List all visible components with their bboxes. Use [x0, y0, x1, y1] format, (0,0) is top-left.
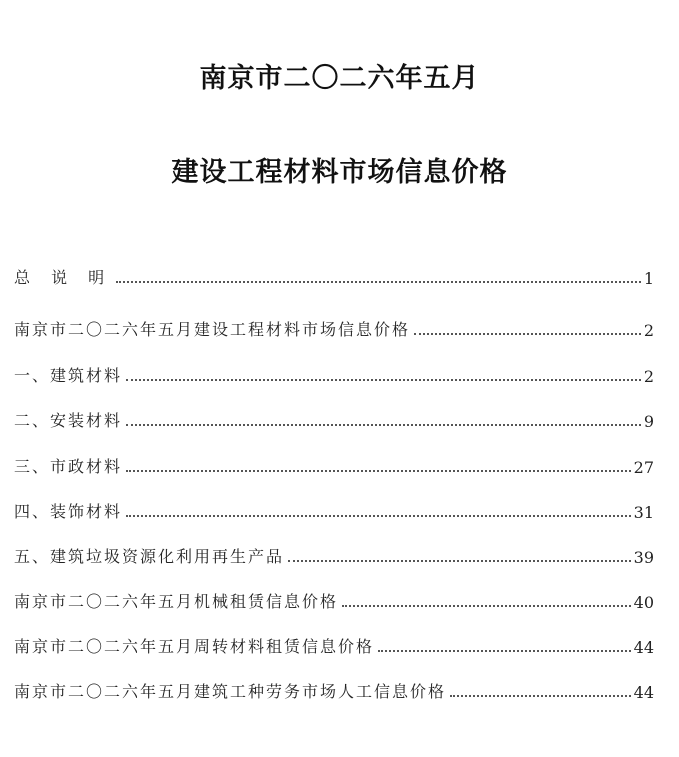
toc-leader-dots — [126, 424, 641, 426]
toc-entry-page: 2 — [643, 321, 654, 340]
toc-leader-dots — [342, 605, 631, 607]
toc-entry-page: 44 — [633, 638, 654, 657]
toc-entry-label: 三、市政材料 — [14, 457, 123, 476]
toc-entry-page: 1 — [643, 269, 654, 288]
toc-entry-municipal-materials[interactable] — [14, 451, 654, 477]
toc-entry-installation-materials[interactable] — [14, 405, 654, 431]
toc-entry-label: 五、建筑垃圾资源化利用再生产品 — [14, 547, 285, 566]
toc-leader-dots — [414, 333, 641, 335]
toc-entry-label: 四、装饰材料 — [14, 502, 123, 521]
toc-entry-page: 31 — [633, 503, 654, 522]
toc-entry-label: 一、建筑材料 — [14, 366, 123, 385]
toc-leader-dots — [126, 379, 641, 381]
toc-leader-dots — [126, 470, 631, 472]
toc-leader-dots — [116, 281, 641, 283]
toc-leader-dots — [126, 515, 631, 517]
document-title-line-1: 南京市二〇二六年五月 — [199, 63, 480, 94]
toc-leader-dots — [450, 695, 631, 697]
toc-entry-label: 南京市二〇二六年五月建筑工种劳务市场人工信息价格 — [14, 682, 447, 701]
toc-entry-page: 44 — [633, 683, 654, 702]
toc-entry-label: 南京市二〇二六年五月建设工程材料市场信息价格 — [14, 320, 411, 339]
toc-entry-turnover-materials-leasing[interactable] — [14, 631, 654, 657]
toc-entry-label: 二、安装材料 — [14, 411, 123, 430]
toc-entry-machinery-leasing[interactable] — [14, 586, 654, 612]
toc-entry-page: 39 — [633, 548, 654, 567]
document-title-line-2: 建设工程材料市场信息价格 — [171, 157, 508, 188]
toc-entry-building-materials[interactable] — [14, 360, 654, 386]
toc-entry-general-notes[interactable] — [14, 262, 654, 288]
toc-entry-recycled-products[interactable] — [14, 541, 654, 567]
toc-entry-label: 南京市二〇二六年五月机械租赁信息价格 — [14, 592, 339, 611]
toc-entry-page: 9 — [643, 412, 654, 431]
toc-entry-label: 南京市二〇二六年五月周转材料租赁信息价格 — [14, 637, 375, 656]
toc-entry-label: 总 说 明 — [14, 268, 113, 287]
toc-leader-dots — [288, 560, 631, 562]
toc-entry-page: 27 — [633, 458, 654, 477]
toc-leader-dots — [378, 650, 631, 652]
toc-entry-page: 2 — [643, 367, 654, 386]
toc-entry-decoration-materials[interactable] — [14, 496, 654, 522]
toc-entry-page: 40 — [633, 593, 654, 612]
toc-entry-material-prices[interactable] — [14, 314, 654, 340]
toc-entry-labor-prices[interactable] — [14, 676, 654, 702]
